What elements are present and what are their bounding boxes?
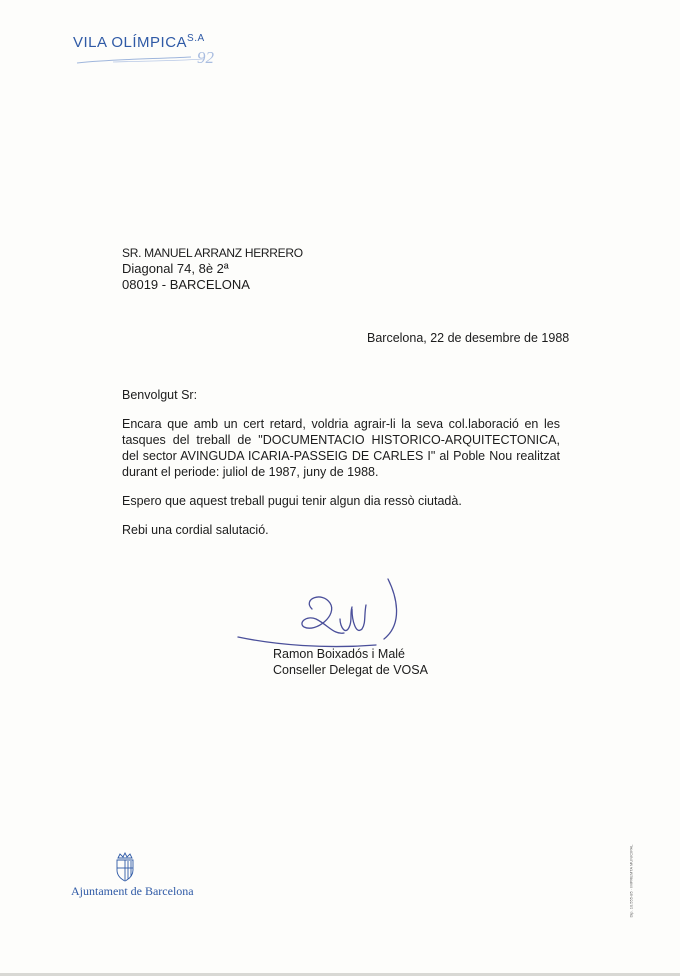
letter-body <box>122 387 560 551</box>
logo-swash-icon <box>73 43 243 69</box>
signer-name: Ramon Boixadós i Malé <box>273 647 406 661</box>
logo-company: VILA OLÍMPICA <box>73 34 188 51</box>
printer-note: Dip. 10.555-85 · IMPREMTA MUNICIPAL <box>628 844 634 918</box>
paragraph-2: Espero que aquest treball pugui tenir algun dia ressò ciutadà. <box>122 494 462 508</box>
svg-text:92: 92 <box>197 48 214 67</box>
paragraph-3: Rebi una cordial salutació. <box>122 523 269 537</box>
signer-block <box>273 646 428 678</box>
signer-title: Conseller Delegat de VOSA <box>273 663 428 677</box>
recipient-name: SR. MANUEL ARRANZ HERRERO <box>122 246 303 260</box>
salutation: Benvolgut Sr: <box>122 388 198 402</box>
logo-suffix: S.A <box>187 33 205 44</box>
footer-institution: Ajuntament de Barcelona <box>71 884 194 898</box>
vila-olimpica-logo <box>73 33 243 69</box>
paragraph-1: Encara que amb un cert retard, voldria agrair-li la seva col.laboració en les tasques del treball de "DOCUMENTACIO HISTORICO-ARQUITECTONICA, del sector AVINGUDA ICARIA-PASSEIG DE CARLES I" al Poble Nou realitzat durant el periode: juliol de 1987, juny de 1988. <box>122 417 560 479</box>
barcelona-crest-icon <box>114 852 136 882</box>
recipient-city: 08019 - BARCELONA <box>122 277 250 292</box>
letter-date: Barcelona, 22 de desembre de 1988 <box>367 331 570 345</box>
recipient-address <box>122 245 303 293</box>
printer-mark <box>621 836 641 926</box>
recipient-street: Diagonal 74, 8è 2ª <box>122 261 229 276</box>
